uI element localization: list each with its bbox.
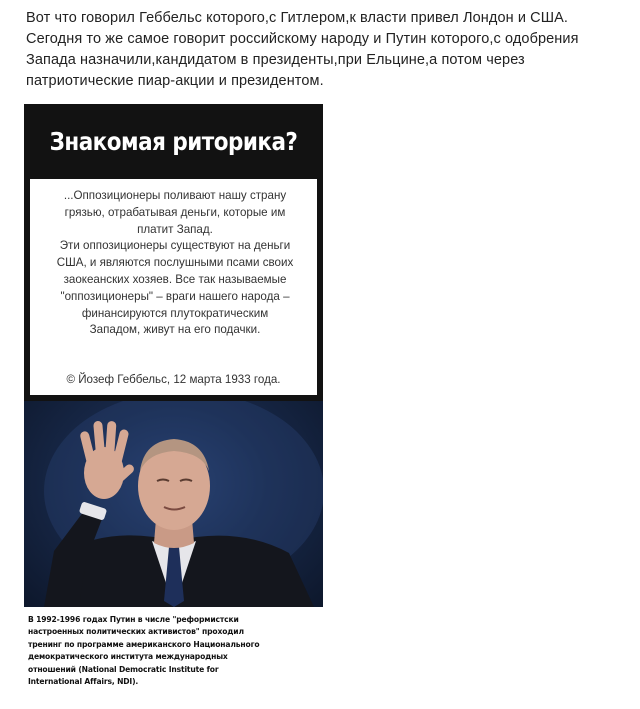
quote-line: США, и являются послушными псами своих — [56, 256, 294, 270]
quote-line: ...Оппозиционеры поливают нашу страну — [63, 189, 287, 202]
caption-line: настроенных политических активистов" проходил — [28, 627, 244, 637]
caption-line: тренинг по программе американского Национального — [28, 639, 260, 649]
post-text — [26, 8, 626, 92]
meme-header — [24, 104, 323, 179]
portrait-illustration — [24, 401, 323, 607]
quote-box — [24, 179, 323, 401]
post-line: Сегодня то же самое говорит российскому народу и Путин которого,с одобрения — [26, 31, 579, 47]
quote-line: "оппозиционеры" – враги нашего народа – — [60, 289, 290, 303]
meme-title: Знакомая риторика? — [49, 127, 298, 156]
photo-caption — [28, 614, 324, 688]
caption-line: демократического института международных — [28, 652, 228, 662]
post-line: патриотические пиар-акции и президентом. — [26, 73, 324, 89]
post-line: Запада назначили,кандидатом в президенты,при Ельцине,а потом через — [26, 52, 525, 68]
quote-line: грязью, отрабатывая деньги, которые им — [64, 205, 286, 219]
caption-line: International Affairs, NDI). — [28, 677, 139, 687]
quote-signature: © Йозеф Геббельс, 12 марта 1933 года. — [66, 373, 281, 386]
quote-line: финансируются плутократическим — [81, 306, 269, 320]
quote-line: Западом, живут на его подачки. — [89, 323, 261, 337]
meme-image[interactable] — [24, 104, 323, 709]
caption-line: В 1992-1996 годах Путин в числе "реформистски — [28, 615, 239, 624]
post-line: Вот что говорил Геббельс которого,с Гитлером,к власти привел Лондон и США. — [26, 10, 569, 26]
quote-line: заокеанских хозяев. Все так называемые — [63, 272, 287, 286]
caption-line: отношений (National Democratic Institute for — [28, 664, 219, 674]
quote-line: платит Запад. — [137, 222, 213, 236]
quote-text — [50, 188, 300, 339]
quote-line: Эти оппозиционеры существуют на деньги — [59, 239, 291, 253]
portrait-photo — [24, 401, 323, 607]
